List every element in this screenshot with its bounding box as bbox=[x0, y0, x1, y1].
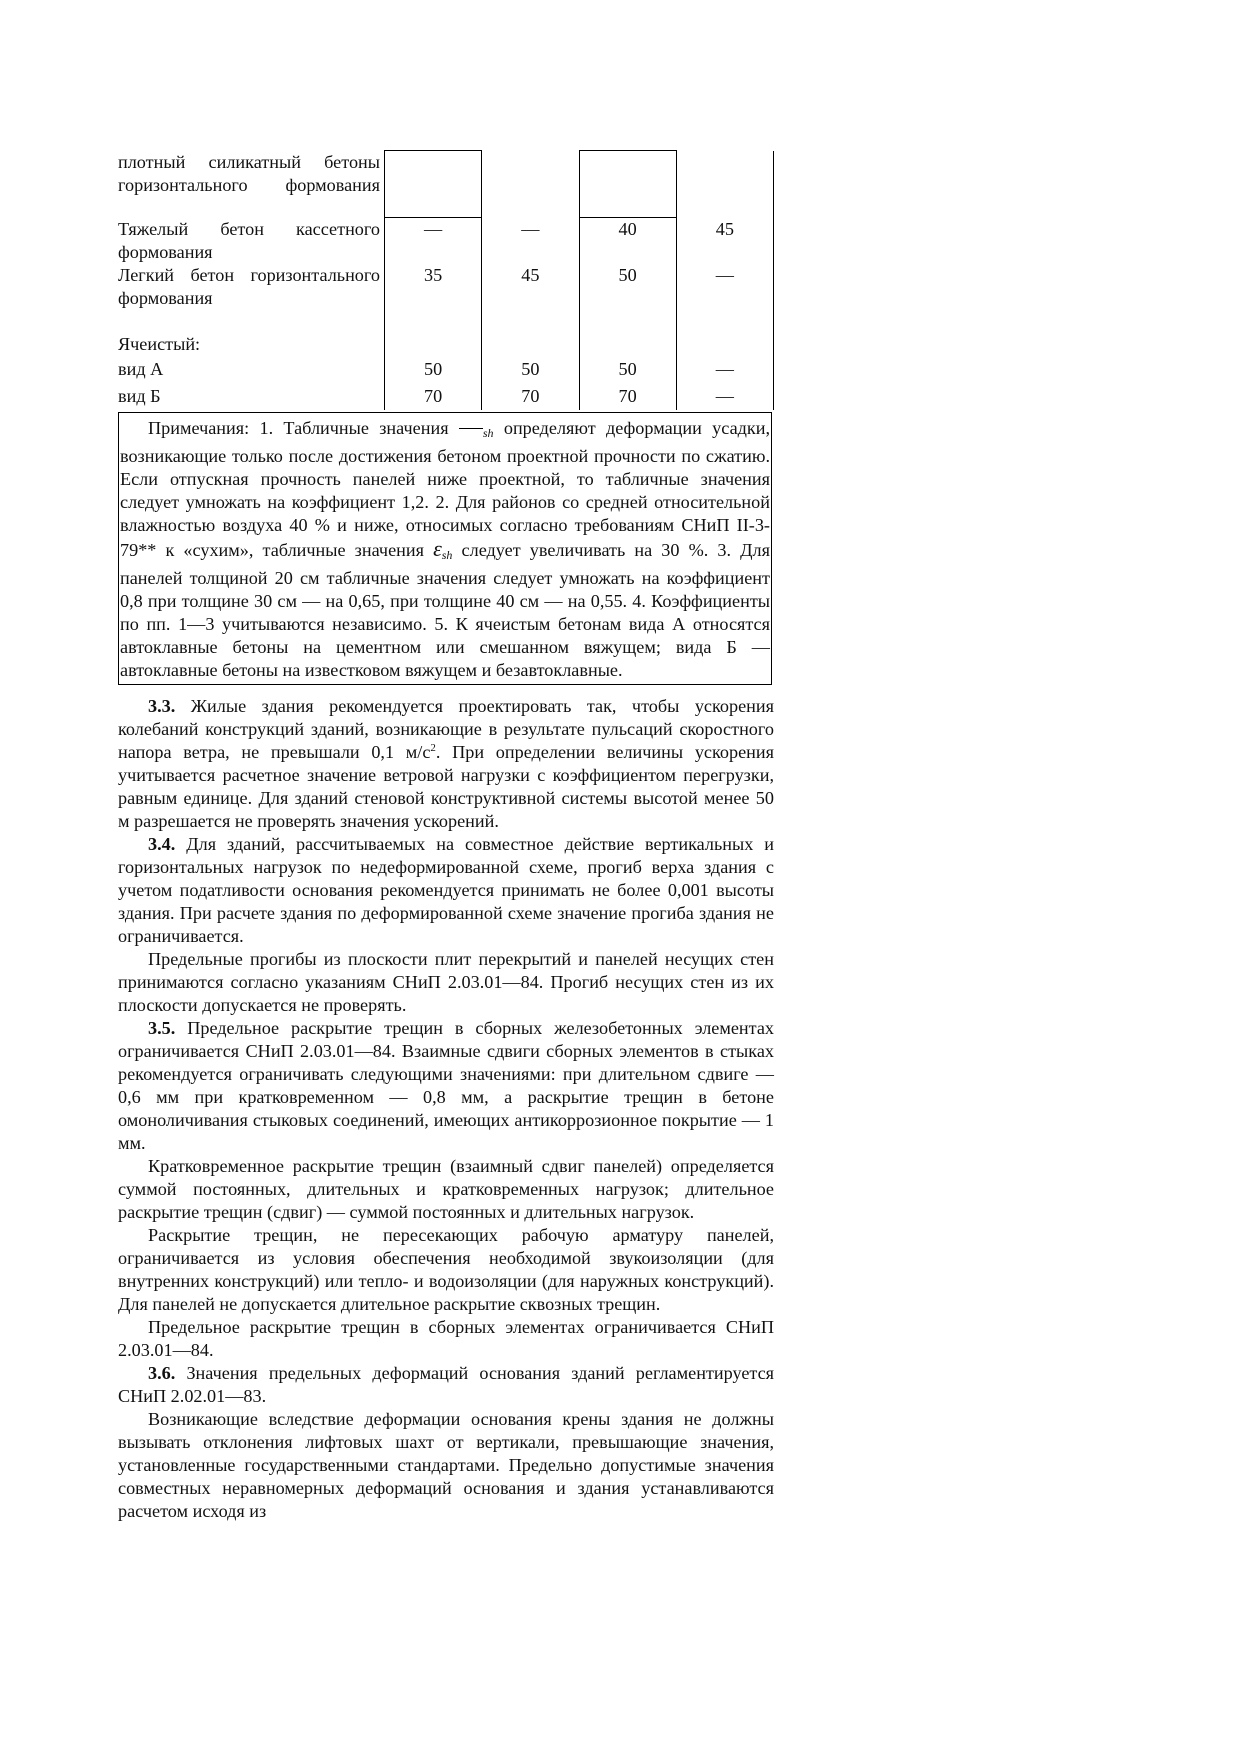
cell: 45 bbox=[676, 218, 773, 264]
notes-text-3: следует увеличивать на 30 %. 3. Для панелей толщиной 20 см табличные значения следует умножать на коэффициент 0,8 при толщине 30 см — на 0,65, при толщине 40 см — на 0,55. 4. Коэффициенты по пп. 1—3 учитываются независимо. 5. К ячеистым бетонам вида А относятся автоклавные бетоны на цементном или смешанном вяжущем; вида Б — автоклавные бетоны на известковом вяжущем и безавтоклавные. bbox=[120, 539, 771, 680]
cell bbox=[579, 151, 676, 218]
cell: 50 bbox=[385, 356, 482, 383]
row-label: Ячеистый: bbox=[118, 333, 385, 356]
cell: — bbox=[482, 218, 579, 264]
paragraph: Возникающие вследствие деформации основания крены здания не должны вызывать отклонения лифтовых шахт от вертикали, превышающие значения, установленные государственными стандартами. Предельно допустимые значения совместных неравномерных деформаций основания и здания устанавливаются расчетом исходя из bbox=[118, 1408, 774, 1521]
row-label: вид Б bbox=[118, 383, 385, 410]
section-number: 3.5. bbox=[148, 1017, 176, 1038]
paragraph-text: Значения предельных деформаций основания зданий регламентируется СНиП 2.02.01—83. bbox=[118, 1362, 775, 1406]
paragraph-text: Жилые здания рекомендуется проектировать так, чтобы ускорения колебаний конструкций зданий, возникающие в результате пульсаций скоростного напора ветра, не превышали 0,1 м/с bbox=[118, 695, 774, 762]
cell: 70 bbox=[579, 383, 676, 410]
cell bbox=[385, 151, 482, 218]
table-row bbox=[118, 218, 774, 264]
cell bbox=[482, 151, 579, 218]
section-number: 3.3. bbox=[148, 695, 176, 716]
cell: 50 bbox=[579, 356, 676, 383]
table-row bbox=[118, 383, 774, 410]
document-page bbox=[118, 150, 774, 1523]
paragraph-text: . При определении величины ускорения учитывается расчетное значение ветровой нагрузки с коэффициентом перегрузки, равным единице. Для зданий стеновой конструктивной системы высотой менее 50 м разрешается не проверять значения ускорений. bbox=[118, 741, 774, 831]
section-number: 3.4. bbox=[148, 833, 176, 854]
subscript-sh: sh bbox=[441, 547, 453, 562]
cell: — bbox=[676, 264, 773, 333]
table-row bbox=[118, 151, 774, 218]
paragraph bbox=[118, 695, 774, 833]
subscript-sh: sh bbox=[482, 425, 494, 440]
table-row bbox=[118, 356, 774, 383]
paragraph: Предельное раскрытие трещин в сборных элементах ограничивается СНиП 2.03.01—84. bbox=[118, 1316, 774, 1360]
section-number: 3.6. bbox=[148, 1362, 176, 1383]
symbol-dash bbox=[459, 428, 483, 429]
cell: 35 bbox=[385, 264, 482, 333]
shrinkage-table bbox=[118, 150, 774, 410]
row-label: Легкий бетон горизонтального формования bbox=[118, 264, 385, 333]
notes-text-2: определяют деформации усадки, возникающие только после достижения бетоном проектной прочности по сжатию. Если отпускная прочность панелей ниже проектной, то табличные значения следует умножать на коэффициент 1,2. 2. Для районов со средней относительной влажностью воздуха 40 % и ниже, относимых согласно требованиям СНиП II-3-79** к «сухим», табличные значения bbox=[120, 417, 771, 560]
body-text bbox=[118, 695, 774, 1523]
cell: 45 bbox=[482, 264, 579, 333]
row-label: плотный силикатный бетоны горизонтального формования bbox=[118, 151, 385, 218]
cell: 50 bbox=[579, 264, 676, 333]
table-row bbox=[118, 264, 774, 333]
paragraph-text: Для зданий, рассчитываемых на совместное действие вертикальных и горизонтальных нагрузок по недеформированной схеме, прогиб верха здания с учетом податливости основания рекомендуется принимать не более 0,001 высоты здания. При расчете здания по деформированной схеме значение прогиба здания не ограничивается. bbox=[118, 833, 774, 946]
cell: — bbox=[676, 356, 773, 383]
row-label: вид А bbox=[118, 356, 385, 383]
cell bbox=[676, 151, 773, 218]
cell bbox=[676, 333, 773, 356]
cell: — bbox=[676, 383, 773, 410]
cell bbox=[385, 333, 482, 356]
row-label: Тяжелый бетон кассетного формования bbox=[118, 218, 385, 264]
paragraph bbox=[118, 1017, 774, 1155]
superscript: 2 bbox=[430, 741, 436, 754]
cell: 40 bbox=[579, 218, 676, 264]
table-row bbox=[118, 333, 774, 356]
cell: 70 bbox=[482, 383, 579, 410]
paragraph: Раскрытие трещин, не пересекающих рабочую арматуру панелей, ограничивается из условия обеспечения необходимой звукоизоляции (для внутренних конструкций) или тепло- и водоизоляции (для наружных конструкций). Для панелей не допускается длительное раскрытие сквозных трещин. bbox=[118, 1224, 774, 1314]
cell bbox=[482, 333, 579, 356]
table-notes bbox=[118, 412, 772, 685]
cell bbox=[579, 333, 676, 356]
epsilon-symbol: ε bbox=[433, 535, 442, 561]
paragraph bbox=[118, 833, 774, 948]
cell: 70 bbox=[385, 383, 482, 410]
paragraph: Кратковременное раскрытие трещин (взаимный сдвиг панелей) определяется суммой постоянных, длительных и кратковременных нагрузок; длительное раскрытие трещин (сдвиг) — суммой постоянных и длительных нагрузок. bbox=[118, 1155, 774, 1222]
cell: 50 bbox=[482, 356, 579, 383]
cell: — bbox=[385, 218, 482, 264]
paragraph bbox=[118, 1362, 774, 1408]
paragraph: Предельные прогибы из плоскости плит перекрытий и панелей несущих стен принимаются согласно указаниям СНиП 2.03.01—84. Прогиб несущих стен из их плоскости допускается не проверять. bbox=[118, 948, 774, 1015]
notes-text-1: Примечания: 1. Табличные значения bbox=[148, 417, 449, 438]
paragraph-text: Предельное раскрытие трещин в сборных железобетонных элементах ограничивается СНиП 2.03.01—84. Взаимные сдвиги сборных элементов в стыках рекомендуется ограничивать следующими значениями: при длительном сдвиге — 0,6 мм при кратковременном — 0,8 мм, а раскрытие трещин в бетоне омоноличивания стыковых соединений, имеющих антикоррозионное покрытие — 1 мм. bbox=[118, 1017, 774, 1153]
